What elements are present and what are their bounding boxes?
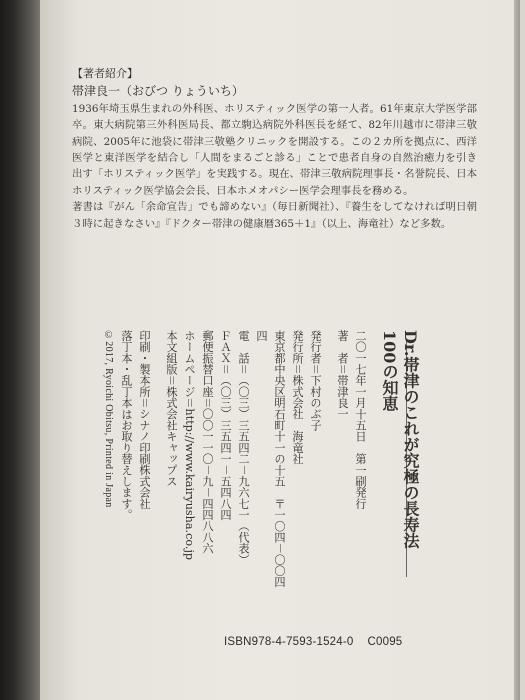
publisher-person: 発行者＝下村のぶ子	[309, 330, 322, 431]
classification-code: C0095	[367, 636, 403, 648]
typesetting-credit: 本文組版＝株式会社キャップス	[165, 330, 178, 487]
profile-section-label: 【著者紹介】	[72, 67, 138, 80]
isbn-code: ISBN978-4-7593-1524-0	[224, 636, 354, 648]
homepage: ホームページ＝http://www.kairyusha.co.jp	[183, 330, 196, 561]
author-bio: 1936年埼玉県生まれの外科医、ホリスティック医学の第一人者。61年東京大学医学部卒。東大病院第三外科医局長、都立駒込病院外科医長を経て、82年川越市に帯津三敬病院、2005年に池袋に帯津三敬塾クリニックを開設する。この２カ所を拠点に、西洋医学と東洋医学を結合し「人間をまるごと診る」ことで患者自身の自然治癒力を引き出す「ホリスティック医学」を実践する。現在、帯津三敬病院理事長・名誉院長、日本ホリスティック医学協会会長、日本ホメオパシー医学会理事長を務める。	[72, 102, 477, 197]
publication-date: 二〇一七年一月十五日 第一刷発行	[354, 330, 367, 510]
publisher-phone: 電 話＝（〇三）三五四二－九六七一（代表）	[237, 330, 250, 566]
postal-transfer: 郵便振替口座＝〇〇一一〇－九－四四八八六	[201, 330, 214, 554]
printing-credit: 印刷・製本所＝シナノ印刷株式会社	[138, 330, 151, 510]
isbn-line	[224, 636, 402, 648]
book-title-line1: Dr.帯津のこれが究極の長寿法	[401, 330, 420, 549]
book-title-line2: 100の知恵	[380, 330, 399, 412]
author-works: 著書は『がん「余命宣告」でも諦めない』（毎日新聞社）、『養生をしてなければ明日朝３時に起きなさい』『ドクター帯津の健康暦365＋1』（以上、海竜社）など多数。	[72, 201, 477, 230]
publisher-address: 東京都中央区明石町十一の十五 〒一〇四－〇〇四四	[255, 330, 286, 588]
author-profile	[72, 66, 477, 232]
page-edge	[514, 0, 520, 700]
author-credit: 著 者＝帯津良一	[336, 330, 349, 420]
publisher-company: 発行所＝株式会社 海竜社	[291, 330, 304, 465]
author-name: 帯津良一（おびつ りょういち）	[72, 84, 244, 99]
replacement-notice: 落丁本・乱丁本はお取り替えします。	[120, 330, 133, 521]
colophon	[76, 330, 421, 592]
book-title	[379, 330, 421, 592]
copyright: ©2017, Ryoichi Obitsu, Printed in Japan	[103, 330, 114, 508]
publisher-fax: ＦＡＸ＝（〇三）三五四一－五四八四	[219, 330, 232, 521]
